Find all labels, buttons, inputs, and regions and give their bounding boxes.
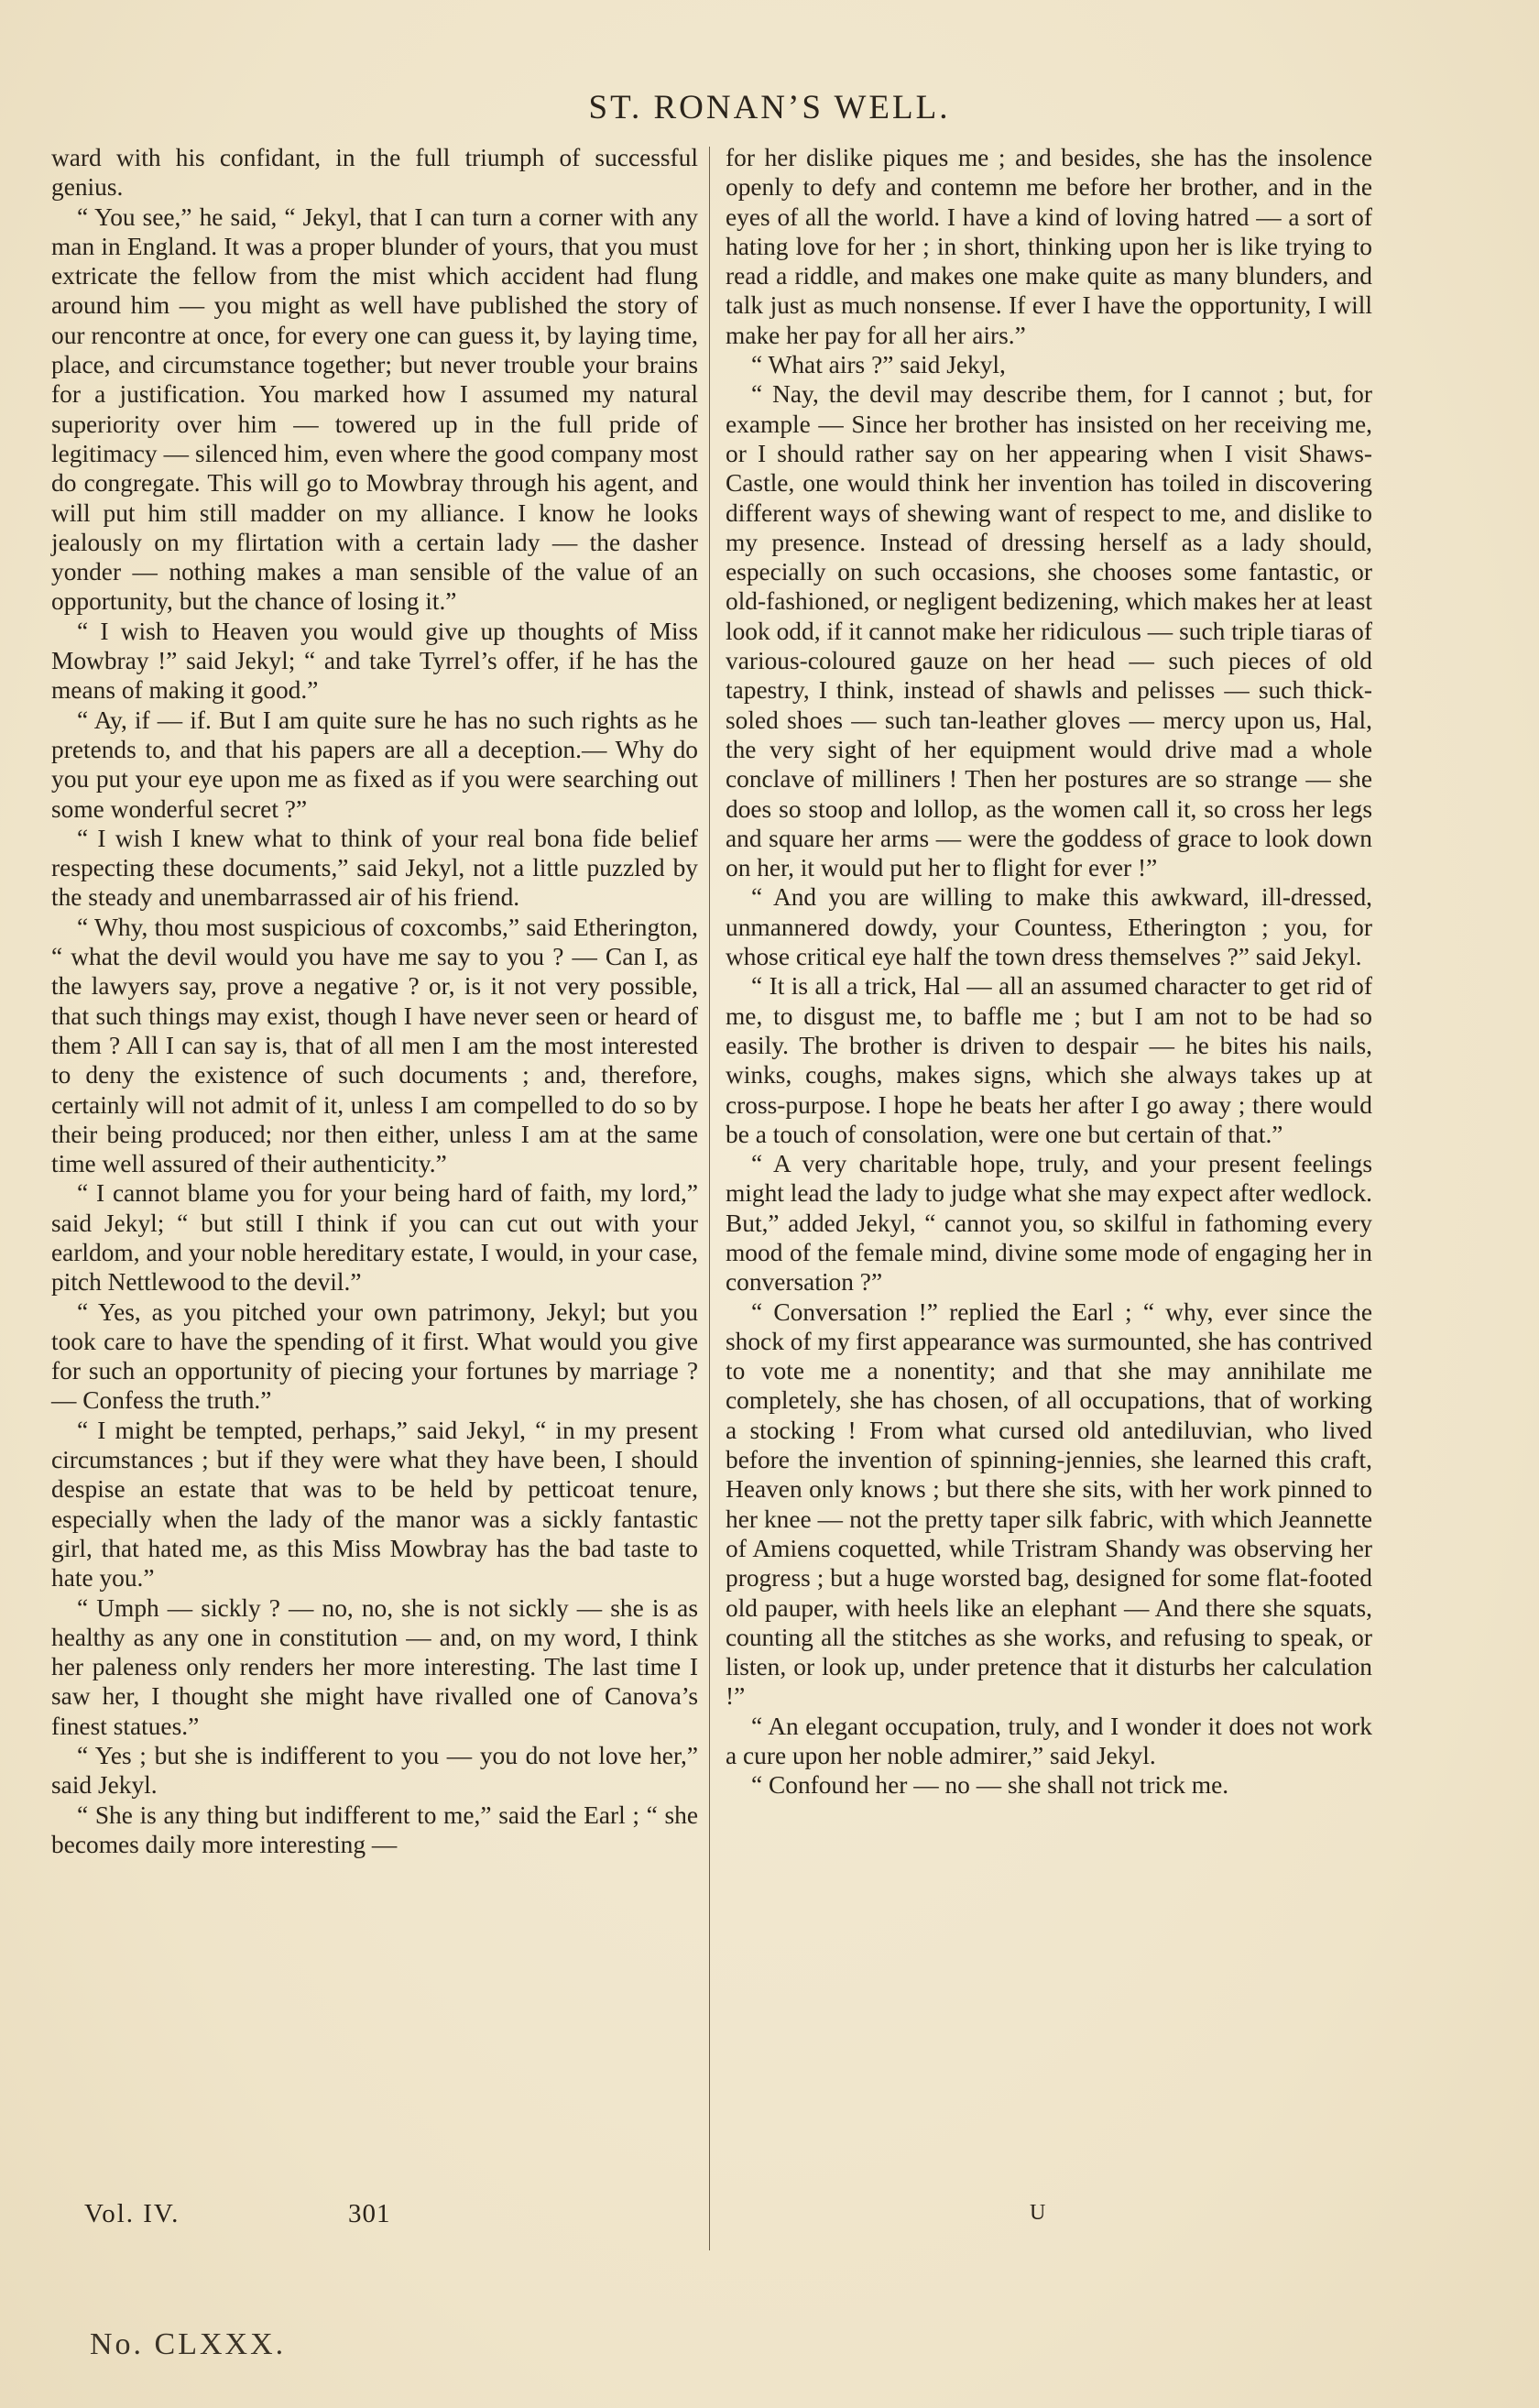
paragraph: “ Nay, the devil may describe them, for I cannot ; but, for example — Since her brother has insisted on her receiving me, or I should rather say on her appearing when I visit Shaws-Castle, one would think her invention has toiled in discovering different ways of shewing want of respect to me, and dislike to my presence. Instead of dressing herself as a lady should, especially on such occasions, she chooses some fantastic, or old-fashioned, or negligent bedizening, which makes her at least look odd, if it cannot make her ridiculous — such triple tiaras of various-coloured gauze on her head — such pieces of old tapestry, I think, instead of shawls and pelisses — such thick-soled shoes — such tan-leather gloves — mercy upon us, Hal, the very sight of her equipment would drive mad a whole conclave of milliners ! Then her postures are so strange — she does so stoop and lollop, as the women call it, so cross her legs and square her arms — were the goddess of grace to look down on her, it would put her to flight for ever !” <box>726 380 1372 882</box>
right-column <box>726 143 1372 1801</box>
paragraph: “ An elegant occupation, truly, and I wonder it does not work a cure upon her noble admirer,” said Jekyl. <box>726 1712 1372 1770</box>
paragraph: “ I cannot blame you for your being hard of faith, my lord,” said Jekyl; “ but still I think if you can cut out with your earldom, and your noble hereditary estate, I would, in your case, pitch Nettlewood to the devil.” <box>51 1179 698 1297</box>
volume-label: Vol. IV. <box>84 2199 180 2228</box>
paragraph: “ What airs ?” said Jekyl, <box>751 351 1006 379</box>
paragraph: “ And you are willing to make this awkward, ill-dressed, unmannered dowdy, your Countess, Etherington ; you, for whose critical eye half the town dress themselves ?” said Jekyl. <box>726 883 1372 971</box>
signature-mark: U <box>1030 2201 1046 2225</box>
paragraph: “ Ay, if — if. But I am quite sure he has no such rights as he pretends to, and that his papers are all a deception.— Why do you put your eye upon me as fixed as if you were searching out some wonderful secret ?” <box>51 706 698 823</box>
paragraph: “ Yes, as you pitched your own patrimony, Jekyl; but you took care to have the spending of it first. What would you give for such an opportunity of piecing your fortunes by marriage ? — Confess the truth.” <box>51 1297 698 1415</box>
paragraph: “ A very charitable hope, truly, and your present feelings might lead the lady to judge what she may expect after wedlock. But,” added Jekyl, “ cannot you, so skilful in fathoming every mood of the female mind, divine some mode of engaging her in conversation ?” <box>726 1150 1372 1297</box>
paragraph: “ Why, thou most suspicious of coxcombs,” said Etherington, “ what the devil would you have me say to you ? — Can I, as the lawyers say, prove a negative ? or, is it not very possible, that such things may exist, though I have never seen or heard of them ? All I can say is, that of all men I am the most interested to deny the existence of such documents ; and, therefore, certainly will not admit of it, unless I am compelled to do so by their being produced; nor then either, unless I am at the same time well assured of their authenticity.” <box>51 913 698 1178</box>
issue-number: No. CLXXX. <box>90 2327 287 2361</box>
paragraph: “ Yes ; but she is indifferent to you — you do not love her,” said Jekyl. <box>51 1742 698 1800</box>
paragraph: “ I might be tempted, perhaps,” said Jekyl, “ in my present circumstances ; but if they were what they have been, I should despise an estate that was to be held by petticoat tenure, especially when the lady of the manor was a sickly fantastic girl, that hated me, as this Miss Mowbray has the bad taste to hate you.” <box>51 1416 698 1593</box>
paragraph: “ Umph — sickly ? — no, no, she is not sickly — she is as healthy as any one in constitution — and, on my word, I think her paleness only renders her more interesting. The last time I saw her, I thought she might have rivalled one of Canova’s finest statues.” <box>51 1593 698 1740</box>
paragraph: ward with his confidant, in the full triumph of successful genius. <box>51 144 698 202</box>
left-column <box>51 143 698 1859</box>
paragraph: “ She is any thing but indifferent to me,” said the Earl ; “ she becomes daily more interesting — <box>51 1801 698 1858</box>
paragraph: “ It is all a trick, Hal — all an assumed character to get rid of me, to disgust me, to baffle me ; but I am not to be had so easily. The brother is driven to despair — he bites his nails, winks, coughs, makes signs, which she always takes up at cross-purpose. I hope he beats her after I go away ; there would be a touch of consolation, were one but certain of that.” <box>726 972 1372 1148</box>
running-title: ST. RONAN’S WELL. <box>588 89 951 126</box>
paragraph: “ Conversation !” replied the Earl ; “ why, ever since the shock of my first appearance was surmounted, she has contrived to vote me a nonentity; and that she may annihilate me completely, she has chosen, of all occupations, that of working a stocking ! From what cursed old antediluvian, who lived before the invention of spinning-jennies, she learned this craft, Heaven only knows ; but there she sits, with her work pinned to her knee — not the pretty taper silk fabric, with which Jeannette of Amiens coquetted, while Tristram Shandy was observing her progress ; but a huge worsted bag, designed for some flat-footed old pauper, with heels like an elephant — And there she squats, counting all the stitches as she works, and refusing to speak, or listen, or look up, under pretence that it disturbs her calculation !” <box>726 1297 1372 1711</box>
paragraph: for her dislike piques me ; and besides, she has the insolence openly to defy and contemn me before her brother, and in the eyes of all the world. I have a kind of loving hatred — a sort of hating love for her ; in short, thinking upon her is like trying to read a riddle, and makes one make quite as many blunders, and talk just as much nonsense. If ever I have the opportunity, I will make her pay for all her airs.” <box>726 144 1372 349</box>
paragraph: “ You see,” he said, “ Jekyl, that I can turn a corner with any man in England. It was a proper blunder of yours, that you must extricate the fellow from the mist which accident had flung around him — you might as well have published the story of our rencontre at once, for every one can guess it, by laying time, place, and circumstance together; but never trouble your brains for a justification. You marked how I assumed my natural superiority over him — towered up in the full pride of legitimacy — silenced him, even where the good company most do congregate. This will go to Mowbray through his agent, and will put him still madder on my alliance. I know he looks jealously on my flirtation with a certain lady — the dasher yonder — nothing makes a man sensible of the value of an opportunity, but the chance of losing it.” <box>51 202 698 616</box>
paragraph: “ I wish I knew what to think of your real bona fide belief respecting these documents,” said Jekyl, not a little puzzled by the steady and unembarrassed air of his friend. <box>51 824 698 912</box>
paragraph: “ Confound her — no — she shall not trick me. <box>751 1771 1229 1800</box>
column-divider <box>709 147 710 2250</box>
paragraph: “ I wish to Heaven you would give up thoughts of Miss Mowbray !” said Jekyl; “ and take Tyrrel’s offer, if he has the means of making it good.” <box>51 617 698 705</box>
page-number: 301 <box>348 2199 391 2228</box>
